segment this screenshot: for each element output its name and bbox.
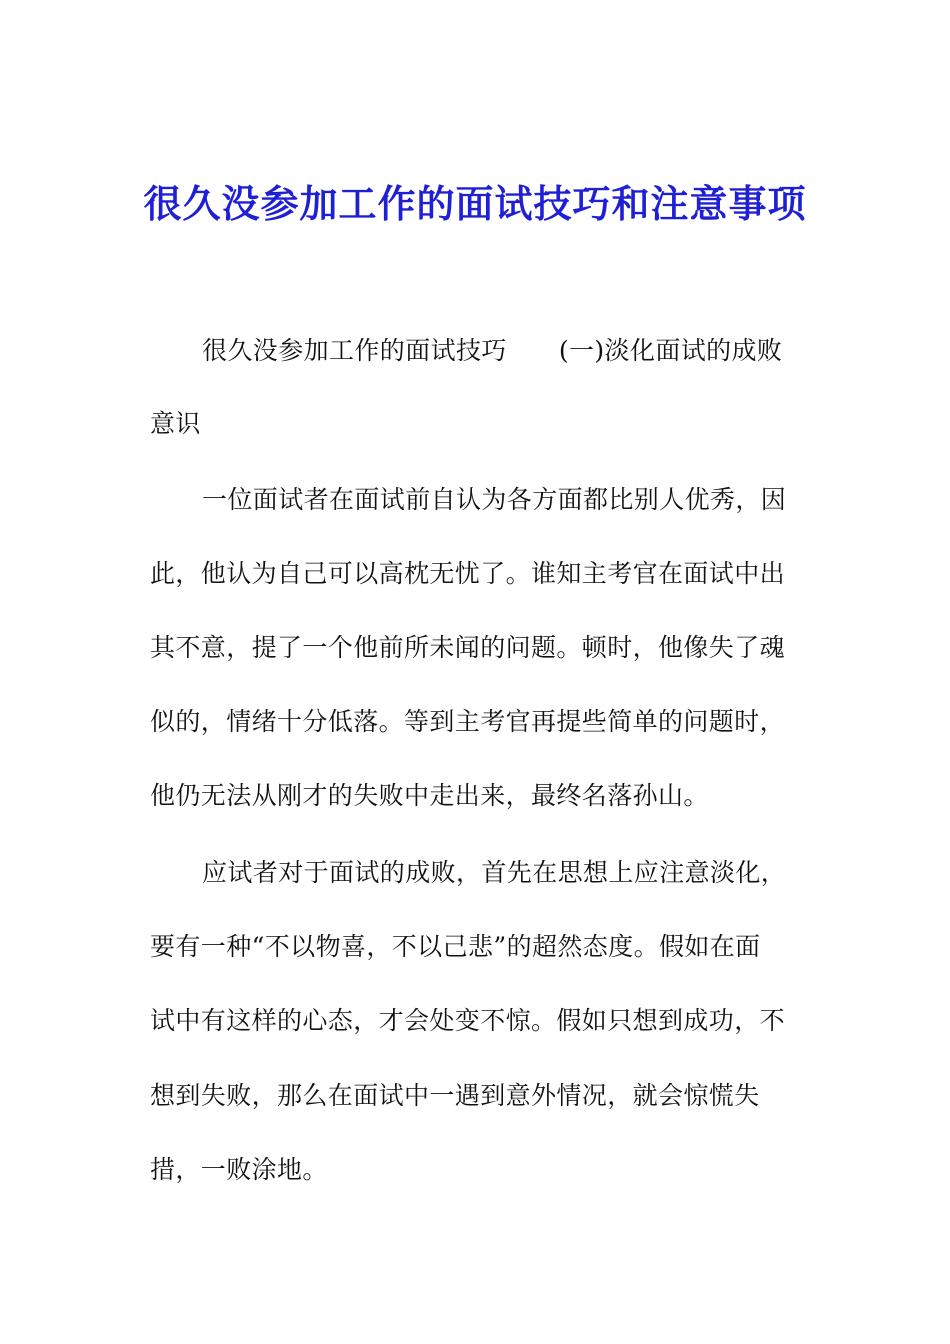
section-topic: 很久没参加工作的面试技巧 — [202, 336, 507, 365]
paragraph1-line: 他仍无法从刚才的失败中走出来，最终名落孙山。 — [150, 781, 709, 810]
section-heading-line — [202, 331, 782, 371]
section-heading-continuation: 意识 — [150, 409, 201, 438]
paragraph1-line: 一位面试者在面试前自认为各方面都比别人优秀，因 — [202, 485, 787, 514]
paragraph1-line: 似的，情绪十分低落。等到主考官再提些简单的问题时， — [150, 707, 786, 736]
paragraph2-line: 想到失败，那么在面试中一遇到意外情况，就会惊慌失 — [150, 1081, 760, 1110]
paragraph2-line: 试中有这样的心态，才会处变不惊。假如只想到成功，不 — [150, 1006, 786, 1035]
document-title: 很久没参加工作的面试技巧和注意事项 — [143, 181, 807, 226]
paragraph2-line: 措，一败涂地。 — [150, 1155, 328, 1184]
section-subheading: (一)淡化面试的成败 — [558, 336, 783, 365]
paragraph1-line: 其不意，提了一个他前所未闻的问题。顿时，他像失了魂 — [150, 633, 786, 662]
paragraph2-line: 应试者对于面试的成败，首先在思想上应注意淡化， — [202, 858, 787, 887]
paragraph1-line: 此，他认为自己可以高枕无忧了。谁知主考官在面试中出 — [150, 559, 786, 588]
paragraph2-line: 要有一种“不以物喜，不以己悲”的超然态度。假如在面 — [150, 932, 761, 961]
